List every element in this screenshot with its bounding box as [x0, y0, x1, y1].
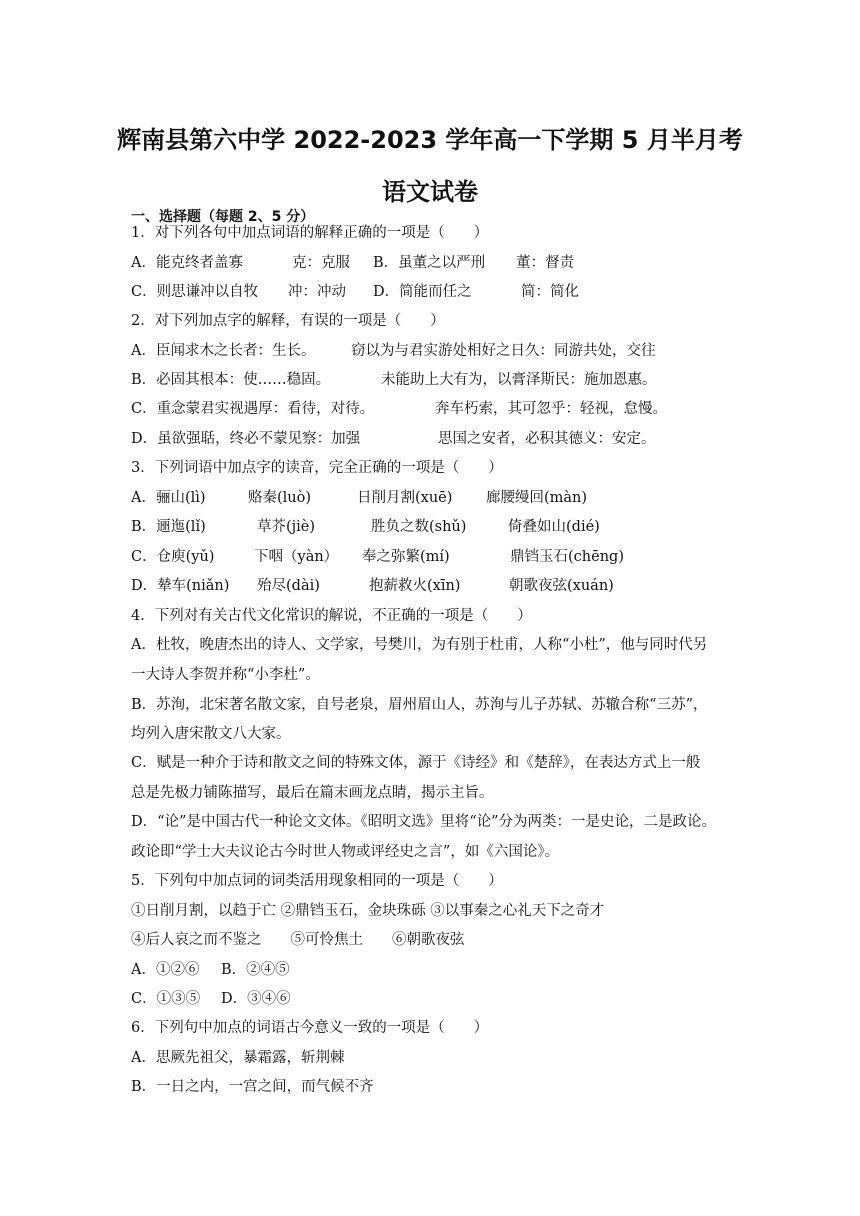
q1-option-b-gloss: 董：督责 — [516, 255, 574, 271]
q1-option-c-gloss: 冲：冲动 — [288, 284, 346, 300]
q2-option-b-second: 未能助上大有为，以膏泽斯民：施加恩惠。 — [381, 372, 657, 388]
q3-c-1: C．仓庾(yǔ) — [131, 549, 215, 565]
q3-d-2: 殆尽(dài) — [257, 578, 320, 594]
q1-option-d: D．简能而任之 — [373, 284, 472, 300]
q5-option-a: A．①②⑥ — [131, 962, 200, 978]
q5-option-d: D．③④⑥ — [221, 991, 291, 1007]
q5-option-b: B．②④⑤ — [221, 962, 290, 978]
q3-b-1: B．逦迤(lǐ) — [131, 519, 206, 535]
q2-option-d: D．虽欲强聒，终必不蒙见察：加强 — [131, 431, 361, 447]
q6-stem: 6．下列句中加点的词语古今意义一致的一项是（ ） — [131, 1020, 489, 1036]
q1-option-c: C．则思谦冲以自牧 — [131, 284, 259, 300]
q4-line: A．杜牧，晚唐杰出的诗人、文学家，号樊川，为有别于杜甫，人称“小杜”，他与同时代另 — [131, 637, 708, 653]
q3-d-4: 朝歌夜弦(xuán) — [509, 578, 614, 594]
q4-line: C．赋是一种介于诗和散文之间的特殊文体，源于《诗经》和《楚辞》，在表达方式上一般 — [131, 755, 701, 771]
q3-a-2: 赂秦(luò) — [248, 490, 312, 506]
q5-items-line1: ①日削月割，以趋于亡 ②鼎铛玉石，金块珠砾 ③以事秦之心礼天下之奇才 — [131, 903, 605, 919]
q2-option-c-second: 奔车朽索，其可忽乎：轻视，怠慢。 — [435, 401, 667, 417]
q6-option-b: B．一日之内，一宫之间，而气候不齐 — [131, 1079, 374, 1095]
q1-option-b: B．虽董之以严刑 — [373, 255, 486, 271]
q1-option-d-gloss: 简：简化 — [521, 284, 579, 300]
q1-option-a: A．能克终者盖寡 — [131, 255, 243, 271]
q5-option-c: C．①③⑤ — [131, 991, 201, 1007]
q1-option-a-gloss: 克：克服 — [292, 255, 350, 271]
q3-b-3: 胜负之数(shǔ) — [371, 519, 467, 535]
q3-c-4: 鼎铛玉石(chēng) — [510, 549, 624, 565]
q4-stem: 4．下列对有关古代文化常识的解说，不正确的一项是（ ） — [131, 608, 532, 624]
section-heading: 一、选择题（每题 2、5 分） — [131, 209, 315, 225]
q2-option-a: A．臣闻求木之长者：生长。 — [131, 343, 316, 359]
q3-d-1: D．辇车(niǎn) — [131, 578, 230, 594]
q3-a-1: A．骊山(lì) — [131, 490, 206, 506]
q3-a-3: 日削月割(xuē) — [357, 490, 453, 506]
q3-c-3: 奉之弥繁(mí) — [362, 549, 450, 565]
q2-option-a-second: 窃以为与君实游处相好之日久：同游共处，交往 — [351, 343, 656, 359]
q3-a-4: 廊腰缦回(màn) — [486, 490, 588, 506]
exam-title: 辉南县第六中学 2022-2023 学年高一下学期 5 月半月考 — [117, 126, 743, 154]
q2-stem: 2．对下列加点字的解释，有误的一项是（ ） — [131, 313, 445, 329]
q5-items-line2: ④后人哀之而不鉴之 ⑤可怜焦土 ⑥朝歌夜弦 — [131, 932, 465, 948]
q1-stem: 1．对下列各句中加点词语的解释正确的一项是（ ） — [131, 225, 489, 241]
q3-c-2: 下咽（yàn） — [254, 549, 339, 565]
q2-option-b: B．必固其根本：使……稳固。 — [131, 372, 331, 388]
q4-line: 一大诗人李贺并称“小李杜”。 — [131, 667, 320, 683]
q4-line: D．“论”是中国古代一种论文文体。《昭明文选》里将“论”分为两类：一是史论，二是政论。 — [131, 814, 717, 830]
q3-b-2: 草芥(jiè) — [257, 519, 316, 535]
q4-line: 政论即“学士大夫议论古今时世人物或评经史之言”，如《六国论》。 — [131, 844, 560, 860]
q3-d-3: 抱薪救火(xīn) — [369, 578, 461, 594]
q4-line: 均列入唐宋散文八大家。 — [131, 726, 291, 742]
q5-stem: 5．下列句中加点词的词类活用现象相同的一项是（ ） — [131, 873, 503, 889]
q2-option-c: C．重念蒙君实视遇厚：看待，对待。 — [131, 401, 375, 417]
q3-b-4: 倚叠如山(dié) — [508, 519, 600, 535]
q4-line: B．苏洵，北宋著名散文家，自号老泉，眉州眉山人，苏洵与儿子苏轼、苏辙合称“三苏”， — [131, 697, 708, 713]
q3-stem: 3．下列词语中加点字的读音，完全正确的一项是（ ） — [131, 460, 503, 476]
q4-line: 总是先极力铺陈描写，最后在篇末画龙点睛，揭示主旨。 — [131, 785, 494, 801]
exam-subtitle: 语文试卷 — [382, 178, 478, 206]
q2-option-d-second: 思国之安者，必积其德义：安定。 — [438, 431, 656, 447]
q6-option-a: A．思厥先祖父，暴霜露，斩荆棘 — [131, 1050, 345, 1066]
